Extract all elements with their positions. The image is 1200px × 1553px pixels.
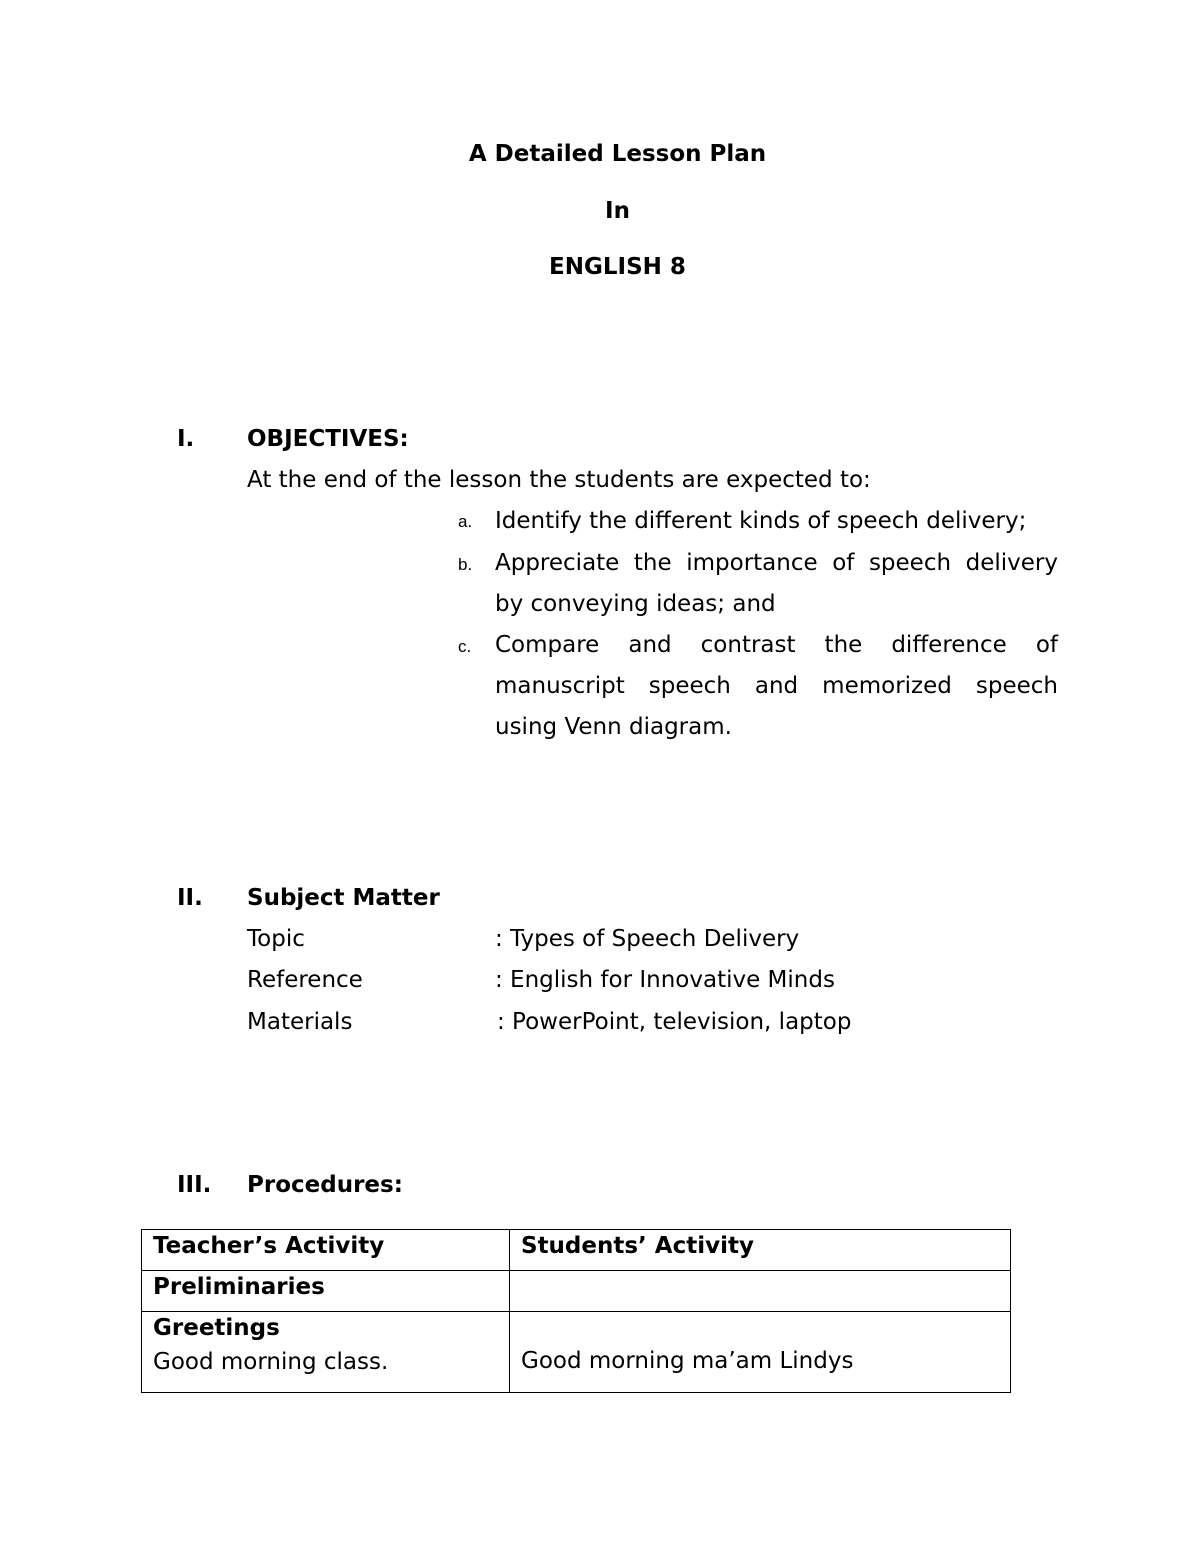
objective-marker-c: c.: [458, 637, 472, 656]
objective-text-a: Identify the different kinds of speech delivery;: [495, 508, 1027, 534]
table-row: [142, 1271, 1011, 1312]
procedures-table: [141, 1229, 1011, 1393]
objective-text-c-line2: manuscript speech and memorized speech: [495, 673, 1058, 699]
objective-text-c-line3: using Venn diagram.: [495, 714, 732, 740]
procedures-numeral: III.: [177, 1172, 212, 1198]
student-greeting: Good morning ma’am Lindys: [521, 1348, 854, 1374]
objective-marker-b: b.: [458, 555, 473, 574]
objective-text-b-line1: Appreciate the importance of speech delivery: [495, 550, 1058, 576]
greetings-label: Greetings: [153, 1315, 280, 1341]
document-subtitle: In: [605, 198, 630, 224]
preliminaries-cell: Preliminaries: [142, 1271, 510, 1312]
objective-marker-a: a.: [458, 512, 473, 531]
objective-text-b-line2: by conveying ideas; and: [495, 591, 776, 617]
preliminaries-students-cell: [510, 1271, 1011, 1312]
objectives-heading: OBJECTIVES:: [247, 426, 409, 452]
reference-value: : English for Innovative Minds: [495, 967, 835, 993]
table-header-row: [142, 1230, 1011, 1271]
objectives-intro: At the end of the lesson the students are expected to:: [247, 467, 871, 493]
objective-text-c-line1: Compare and contrast the difference of: [495, 632, 1058, 658]
teacher-activity-header: Teacher’s Activity: [142, 1230, 510, 1271]
table-row: [142, 1312, 1011, 1393]
reference-label: Reference: [247, 967, 363, 993]
subject-matter-numeral: II.: [177, 885, 203, 911]
greetings-teacher-cell: [142, 1312, 510, 1393]
document-subject: ENGLISH 8: [549, 254, 686, 280]
students-activity-header: Students’ Activity: [510, 1230, 1011, 1271]
document-title: A Detailed Lesson Plan: [468, 141, 767, 167]
teacher-greeting: Good morning class.: [153, 1349, 389, 1375]
materials-label: Materials: [247, 1009, 353, 1035]
materials-value: : PowerPoint, television, laptop: [497, 1009, 852, 1035]
objectives-numeral: I.: [177, 426, 195, 452]
procedures-heading: Procedures:: [247, 1172, 403, 1198]
topic-label: Topic: [247, 926, 305, 952]
subject-matter-heading: Subject Matter: [247, 885, 440, 911]
greetings-students-cell: [510, 1312, 1011, 1393]
topic-value: : Types of Speech Delivery: [495, 926, 800, 952]
